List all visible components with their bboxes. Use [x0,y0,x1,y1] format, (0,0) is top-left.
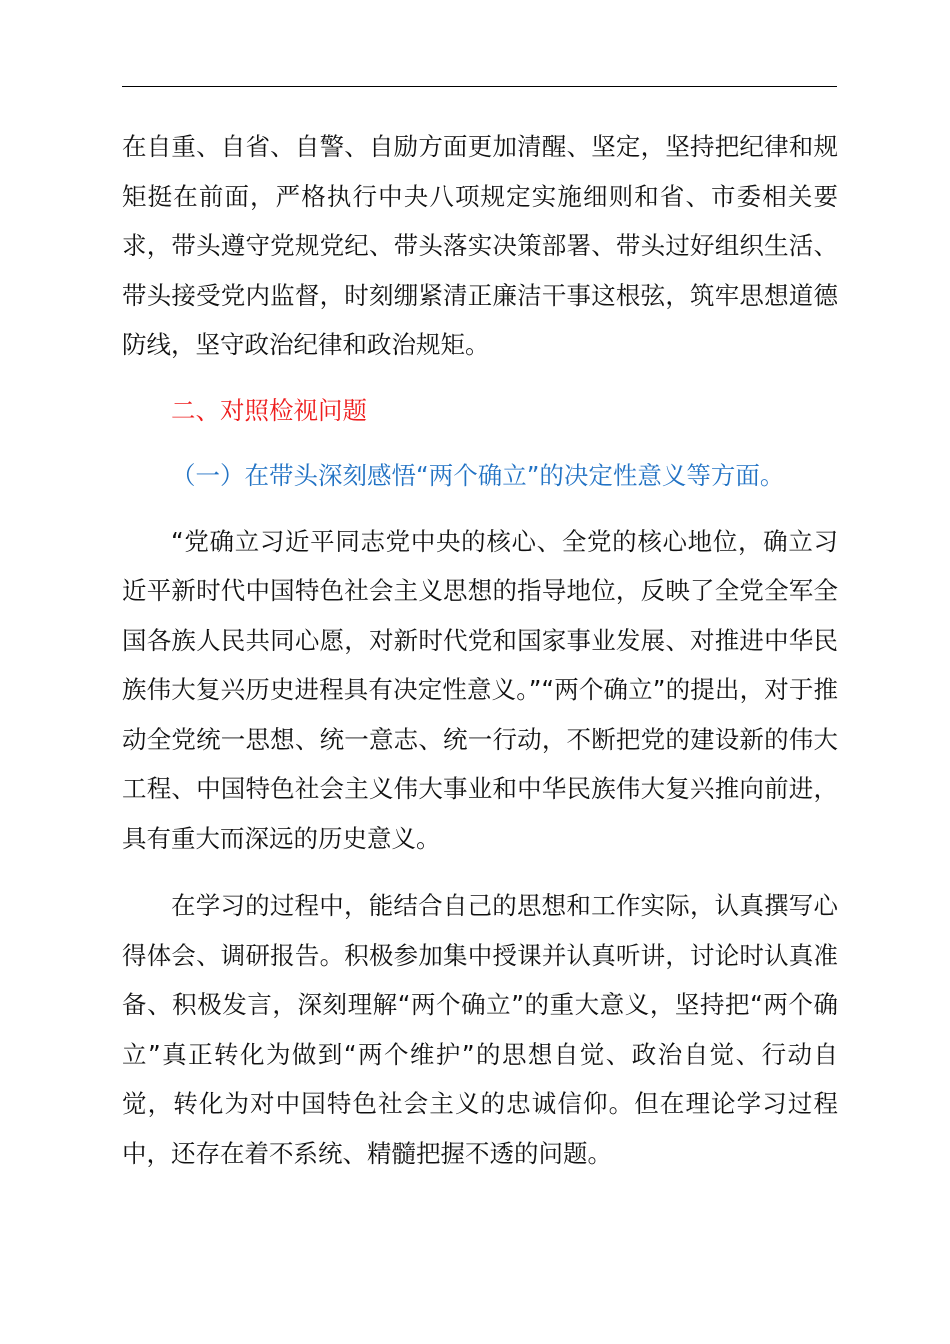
paragraph-discipline: 在自重、自省、自警、自励方面更加清醒、坚定，坚持把纪律和规矩挺在前面，严格执行中夬八项规定实施细则和省、市委相关要求，带头遵守党规党纪、带头落实决策部署、带头过好组织生活、带头接受党内监督，时刻绷紧清正廉洁干事这根弦，筑牢思想道德防线，坚守政治纪律和政治规矩。 [122,132,838,359]
paragraph-two-establishes-quote: “党确立习近平同志党中央的核心、全党的核心地位，确立习近平新时代中国特色社会主义思想的指导地位，反映了全党全军全国各族人民共同心愿，对新时代党和国家事业发展、对推进中华民族伟大复兴历史进程具有决定性意义。”“两个确立”的提出，对于推动全党统一思想、统一意志、统一行动，不断把党的建设新的伟大工程、中国特色社会主义伟大事业和中华民族伟大复兴推向前进，具有重大而深远的历史意义。 [122,526,838,853]
document-body [122,122,838,1178]
paragraph-study-process: 在学习的过程中，能结合自己的思想和工作实际，认真撰写心得体会、调研报告。积极参加集中授课并认真听讲，讨论时认真准备、积极发言，深刻理解“两个确立”的重大意义，坚持把“两个确立”真正转化为做到“两个维护”的思想自觉、政治自觉、行动自觉，转化为对中国特色社会主义的忠诚信仰。但在理论学习过程中，还存在着不系统、精髓把握不透的问题。 [122,891,838,1168]
header-rule [122,86,837,87]
subsection-heading-two-establishes: （一）在带头深刻感悟“两个确立”的决定性意义等方面。 [171,461,785,490]
section-heading-review-issues: 二、对照检视问题 [171,395,367,425]
